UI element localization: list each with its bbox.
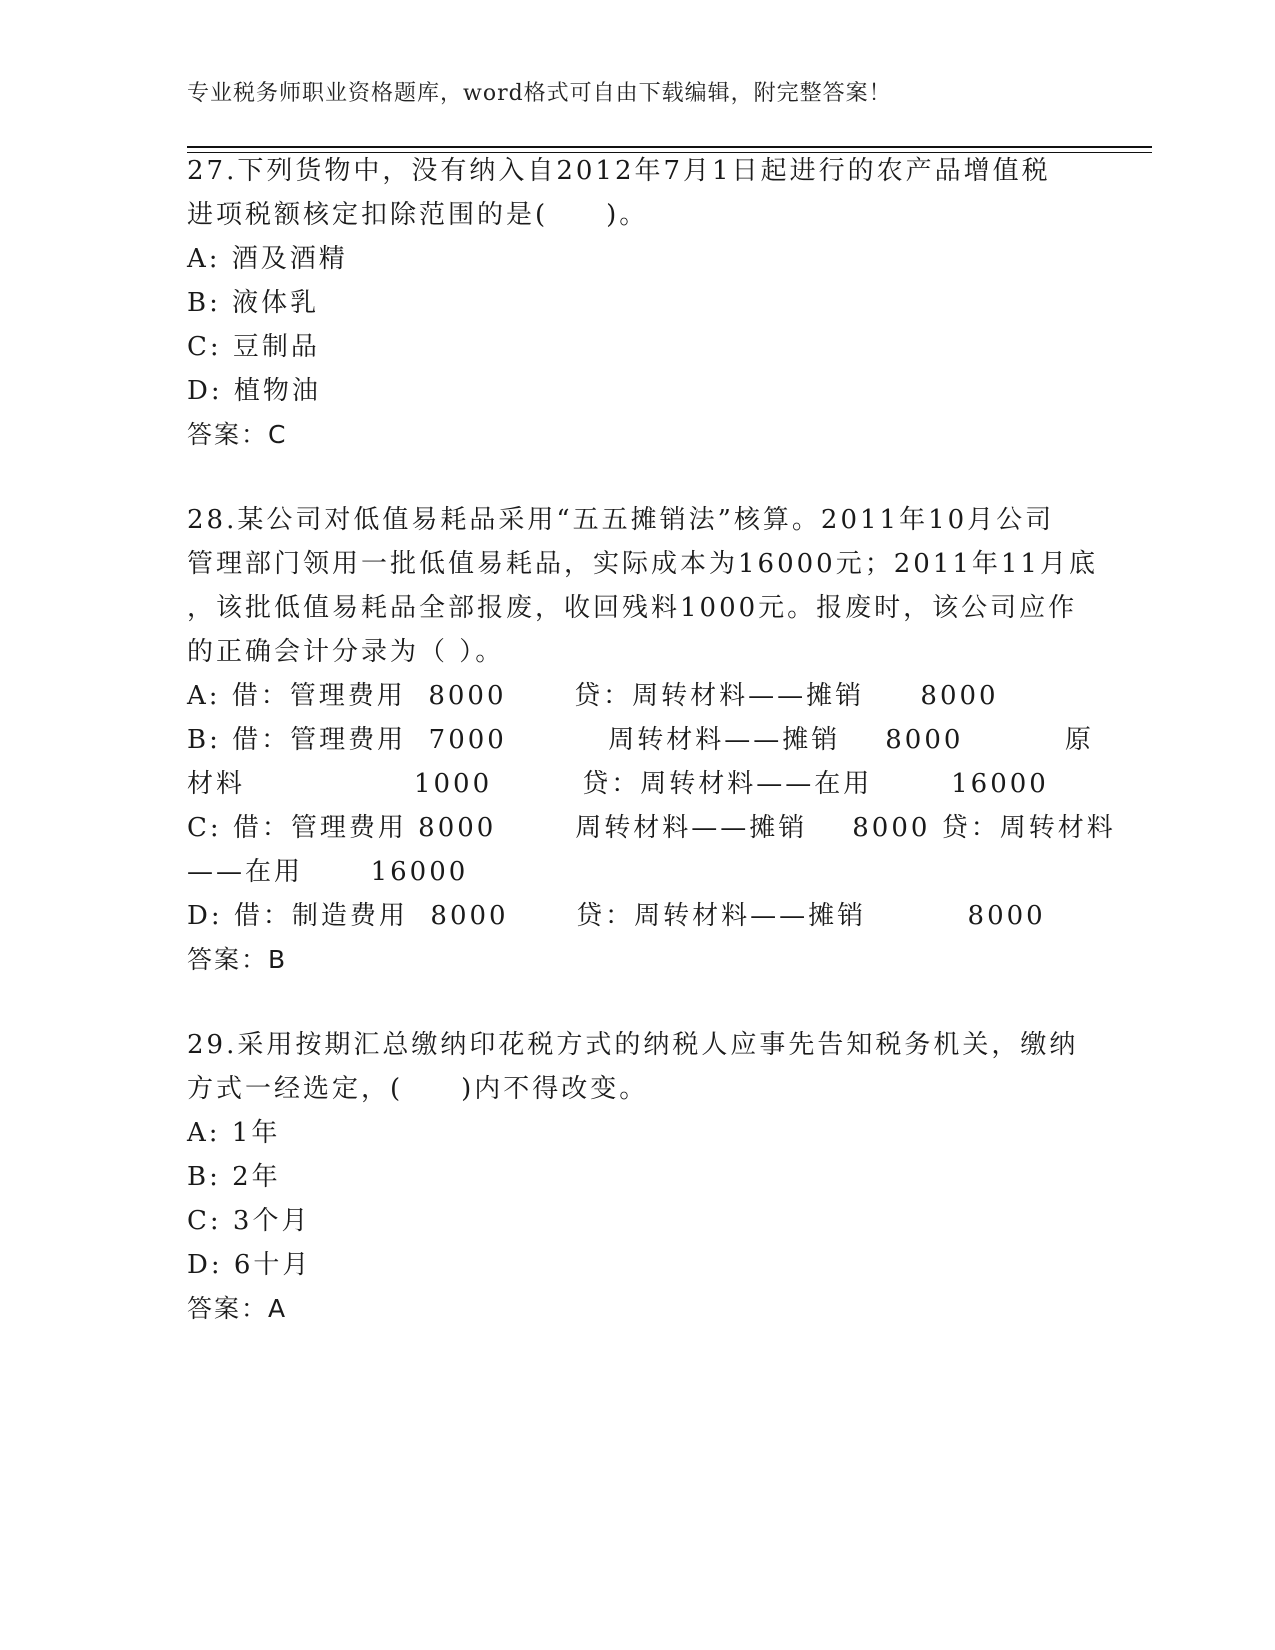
question-27-option-d: D: 植物油: [187, 376, 321, 406]
question-27-option-a: A: 酒及酒精: [187, 244, 348, 274]
page-header: 专业税务师职业资格题库，word格式可自由下载编辑，附完整答案！: [187, 81, 892, 106]
header-rule-thick: [187, 146, 1152, 148]
question-29-answer: 答案：A: [187, 1294, 288, 1323]
question-28-line-4: 的正确会计分录为（ ）。: [187, 637, 505, 667]
question-27-option-c: C: 豆制品: [187, 332, 320, 362]
question-27-option-b: B: 液体乳: [187, 288, 320, 318]
question-27-line-1: 27.下列货物中，没有纳入自2012年7月1日起进行的农产品增值税: [187, 156, 1051, 186]
question-29-option-a: A: 1年: [187, 1118, 281, 1148]
question-27-line-2: 进项税额核定扣除范围的是( )。: [187, 200, 649, 230]
question-29-option-d: D: 6十月: [187, 1250, 312, 1280]
question-28-option-a: A: 借：管理费用 8000 贷：周转材料——摊销 8000: [187, 681, 999, 711]
question-27-answer: 答案：C: [187, 420, 288, 449]
question-28-option-c: C: 借：管理费用 8000 周转材料——摊销 8000 贷：周转材料: [187, 813, 1116, 843]
question-29-line-2: 方式一经选定，( )内不得改变。: [187, 1074, 649, 1104]
question-28-option-d: D: 借：制造费用 8000 贷：周转材料——摊销 8000: [187, 901, 1046, 931]
question-29-option-b: B: 2年: [187, 1162, 281, 1192]
question-29-option-c: C: 3个月: [187, 1206, 311, 1236]
question-28-line-3: ，该批低值易耗品全部报废，收回残料1000元。报废时，该公司应作: [187, 593, 1078, 623]
question-28-answer: 答案：B: [187, 945, 288, 974]
question-28-option-c-cont: ——在用 16000: [187, 857, 469, 887]
question-28-line-1: 28.某公司对低值易耗品采用“五五摊销法”核算。2011年10月公司: [187, 505, 1055, 535]
question-29-line-1: 29.采用按期汇总缴纳印花税方式的纳税人应事先告知税务机关，缴纳: [187, 1030, 1079, 1060]
question-28-option-b-cont: 材料 1000 贷：周转材料——在用 16000: [187, 769, 1049, 799]
question-28-option-b: B: 借：管理费用 7000 周转材料——摊销 8000 原: [187, 725, 1094, 755]
question-28-line-2: 管理部门领用一批低值易耗品，实际成本为16000元；2011年11月底: [187, 549, 1098, 579]
